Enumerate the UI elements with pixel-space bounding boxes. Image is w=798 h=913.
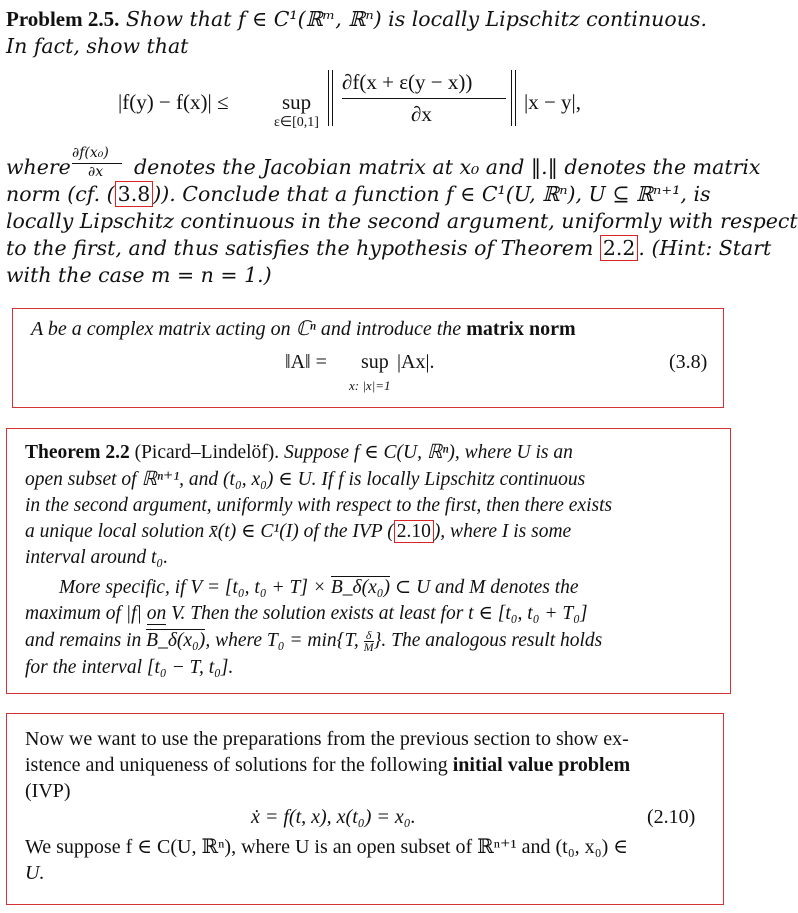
- problem-line-norm: [6, 181, 711, 207]
- where-word: where: [6, 155, 71, 179]
- jacobian-denominator: ∂x: [88, 164, 104, 180]
- delta-over-m-fraction: [364, 630, 374, 653]
- theorem-line-7: [25, 601, 588, 627]
- theorem-line-6-pre: More specific, if V = [t₀, t₀ + T] ×: [59, 577, 331, 598]
- problem-line-8: with the case m = n = 1.): [6, 263, 272, 287]
- matrix-norm-sup-range: x: |x|=1: [349, 378, 391, 393]
- theorem-line-2: open subset of ℝⁿ⁺¹, and (t₀, x₀) ∈ U. If f is locally Lipschitz continuous: [25, 469, 586, 490]
- where-text: denotes the Jacobian matrix at x₀ and ‖.‖ denotes the matrix: [134, 155, 761, 179]
- sup-range: ε∈[0,1]: [274, 115, 319, 130]
- ivp-term: initial value problem: [452, 754, 631, 776]
- problem-equation-rhs: |x − y|,: [524, 90, 582, 114]
- theorem-line-1: [25, 440, 573, 466]
- sup-operator: sup: [282, 90, 312, 114]
- problem-line-2: In fact, show that: [6, 34, 189, 58]
- theorem-line-5: interval around t₀.: [25, 547, 169, 568]
- theorem-line-6-post: ⊂ U and M denotes the: [390, 577, 579, 598]
- ref-2-10-link[interactable]: 2.10: [394, 520, 434, 543]
- ref-2-2-link[interactable]: 2.2: [600, 235, 639, 261]
- theorem-title: Theorem 2.2: [25, 442, 130, 463]
- fraction-m: M: [363, 640, 374, 655]
- matrix-norm-sup: sup: [361, 351, 389, 373]
- ref-3-8-link[interactable]: 3.8: [115, 181, 154, 207]
- matrix-norm-intro: [31, 316, 576, 342]
- ivp-line-2: [25, 752, 630, 778]
- theorem-line-4-pre: a unique local solution x̄(t) ∈ C¹(I) of the IVP (: [25, 521, 394, 542]
- norm-line-pre: norm (cf. (: [6, 182, 115, 206]
- matrix-norm-rhs: |Ax|.: [397, 351, 435, 373]
- problem-heading: Problem 2.5.: [6, 7, 120, 31]
- norm-bar-left-1: [328, 70, 329, 126]
- closed-ball-2: B_δ(x₀): [146, 630, 206, 651]
- fraction-bar: [342, 98, 506, 99]
- matrix-norm-box: [12, 308, 724, 408]
- matrix-norm-intro-text: A be a complex matrix acting on ℂⁿ and introduce the: [31, 318, 467, 340]
- theorem-line-1-text: Suppose f ∈ C(U, ℝⁿ), where U is an: [279, 442, 573, 463]
- theorem-line-4: [25, 519, 571, 545]
- theorem-line-6: [59, 575, 579, 601]
- norm-bar-right-2: [515, 70, 516, 126]
- problem-line-1: [6, 6, 707, 32]
- ivp-line-2-pre: istence and uniqueness of solutions for the following: [25, 754, 453, 776]
- equation-number-3-8: (3.8): [669, 351, 708, 373]
- matrix-norm-term: matrix norm: [466, 318, 576, 340]
- theorem-line-8-post: }. The analogous result holds: [373, 630, 603, 651]
- norm-bar-right-1: [511, 70, 512, 126]
- ivp-line-5: We suppose f ∈ C(U, ℝⁿ), where U is an open subset of ℝⁿ⁺¹ and (t₀, x₀) ∈: [25, 836, 629, 858]
- fraction-delta: δ: [364, 630, 374, 642]
- theorem-line-7-pre: maximum of |f|: [25, 603, 147, 624]
- theorem-line-3: in the second argument, uniformly with respect to the first, then there exists: [25, 495, 613, 516]
- fraction-numerator: ∂f(x + ε(y − x)): [342, 70, 473, 94]
- ivp-equation: ẋ = f(t, x), x(t₀) = x₀.: [251, 806, 416, 828]
- ivp-line-3: (IVP): [25, 780, 71, 802]
- theorem-line-8: [25, 628, 602, 654]
- norm-bar-left-2: [332, 70, 333, 126]
- problem-statement: Show that f ∈ C¹(ℝᵐ, ℝⁿ) is locally Lipschitz continuous.: [119, 7, 707, 31]
- theorem-line-8-pre: and remains in: [25, 630, 147, 651]
- ivp-line-1: Now we want to use the preparations from the previous section to show ex-: [25, 728, 629, 750]
- matrix-norm-lhs: ‖A‖ =: [285, 351, 327, 373]
- problem-line-7: [6, 235, 771, 261]
- equation-number-2-10: (2.10): [647, 806, 696, 828]
- theorem-line-9: for the interval [t₀ − T, t₀].: [25, 657, 234, 678]
- problem-equation-lhs: |f(y) − f(x)| ≤: [118, 90, 229, 114]
- line-7-post: . (Hint: Start: [638, 236, 772, 260]
- theorem-box: [6, 428, 731, 694]
- norm-line-post: )). Conclude that a function f ∈ C¹(U, ℝⁿ), U ⊆ ℝⁿ⁺¹, is: [153, 182, 711, 206]
- theorem-line-8-mid: , where T₀ = min{T,: [205, 630, 364, 651]
- jacobian-numerator: ∂f(x₀): [72, 145, 109, 161]
- ivp-line-6: U.: [25, 862, 45, 884]
- ivp-box: [6, 713, 724, 905]
- line-7-pre: to the first, and thus satisfies the hypothesis of Theorem: [6, 236, 600, 260]
- fraction-denominator: ∂x: [411, 102, 432, 126]
- underlined-on: on: [146, 603, 167, 624]
- theorem-line-4-post: ), where I is some: [433, 521, 572, 542]
- closed-ball: B_δ(x₀): [330, 577, 391, 598]
- problem-line-6: locally Lipschitz continuous in the second argument, uniformly with respect: [6, 209, 798, 233]
- theorem-line-7-post: V. Then the solution exists at least for t ∈ [t₀, t₀ + T₀]: [166, 603, 588, 624]
- theorem-name: (Picard–Lindelöf).: [129, 442, 280, 463]
